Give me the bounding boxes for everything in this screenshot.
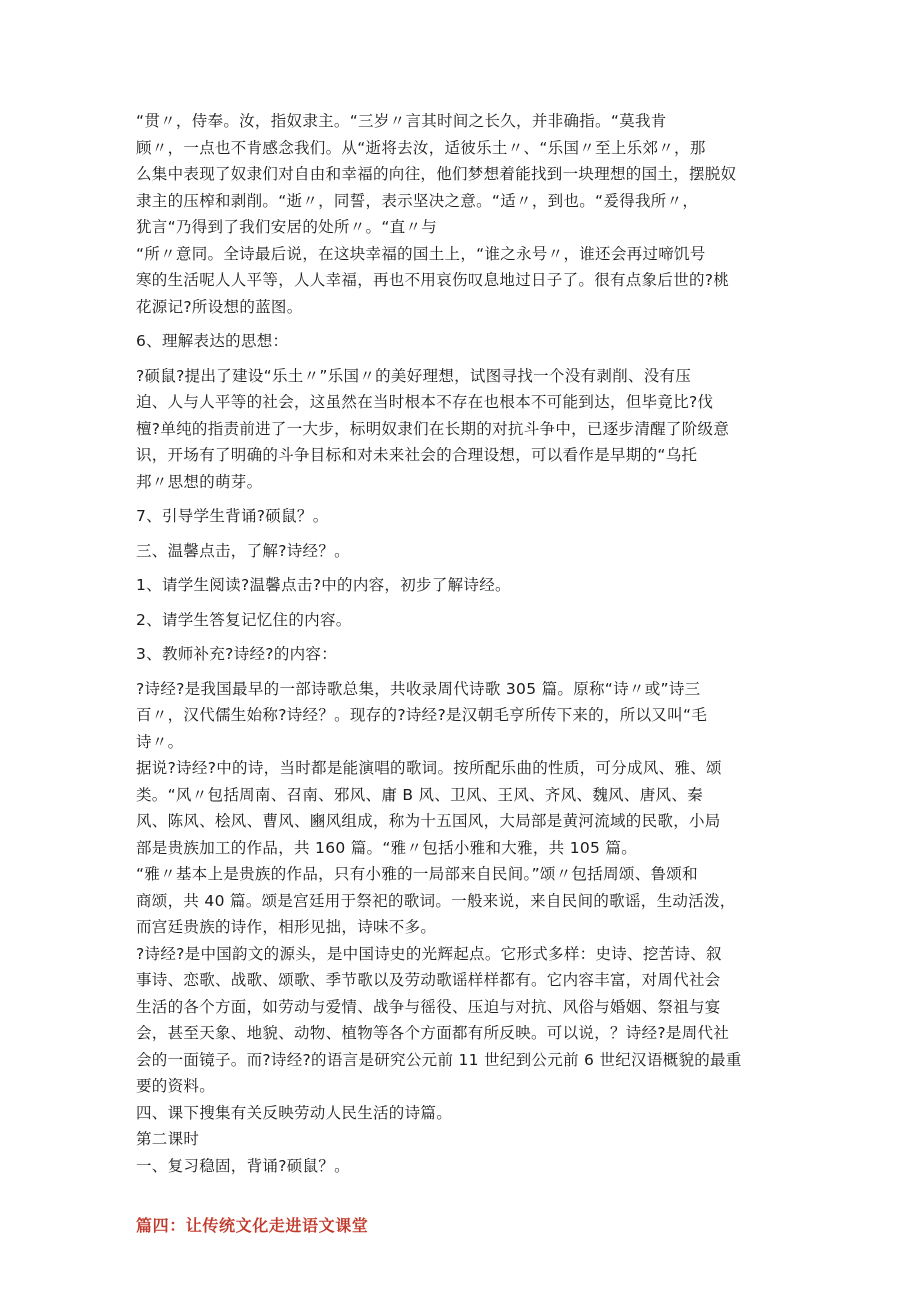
text-line: ?诗经?是中国韵文的源头，是中国诗史的光辉起点。它形式多样：史诗、挖苦诗、叙 [136,944,722,963]
text-line: 檀?单纯的指责前进了一大步，标明奴隶们在长期的对抗斗争中，已逐步清醒了阶级意 [136,419,730,438]
text-line: 部是贵族加工的作品，共 160 篇。“雅〃包括小雅和大雅，共 105 篇。 [136,838,638,857]
chapter-heading: 篇四：让传统文化走进语文课堂 [136,1216,369,1235]
text-line: 会，甚至天象、地貌、动物、植物等各个方面都有所反映。可以说，？诗经?是周代社 [136,1024,730,1042]
paragraph-shijing-significance [136,941,784,1100]
lesson-2-item-1: 一、复习稳固，背诵?硕鼠？。 [136,1156,350,1175]
text-line: “贯〃，侍奉。汝，指奴隶主。“三岁〃言其时间之长久，并非确指。“莫我肯 [136,112,667,130]
paragraph-shijing-intro [136,676,784,756]
text-line: 顾〃，一点也不肯感念我们。从“逝将去汝，适彼乐土〃、“乐国〃至上乐郊〃，那 [136,138,706,157]
text-line: 迫、人与人平等的社会，这虽然在当时根本不存在也根本不可能到达，但毕竟比?伐 [136,393,714,411]
text-line: 生活的各个方面，如劳动与爱情、战争与徭役、压迫与对抗、风俗与婚姻、祭祖与宴 [136,997,721,1016]
text-line: “雅〃基本上是贵族的作品，只有小雅的一局部来自民间。”颂〃包括周颂、鲁颂和 [136,865,698,883]
item-7: 7、引导学生背诵?硕鼠？。 [136,507,329,525]
text-line: 寒的生活呢人人平等，人人幸福，再也不用哀伤叹息地过日子了。很有点象后世的?桃 [136,271,730,289]
text-line: 商颂，共 40 篇。颂是宫廷用于祭祀的歌词。一般来说，来自民间的歌谣，生动活泼， [136,891,736,910]
text-line: 会的一面镜子。而?诗经?的语言是研究公元前 11 世纪到公元前 6 世纪汉语概貌的最重 [136,1050,742,1069]
item-6-heading: 6、理解表达的思想： [136,332,289,350]
text-line: 识，开场有了明确的斗争目标和对未来社会的合理设想，可以看作是早期的“乌托 [136,446,698,464]
text-line: 风、陈风、桧风、曹风、豳风组成，称为十五国风，大局部是黄河流域的民歌，小局 [136,812,721,830]
paragraph-ideas [136,363,784,496]
text-line: 事诗、恋歌、战歌、颂歌、季节歌以及劳动歌谣样样都有。它内容丰富，对周代社会 [136,971,721,989]
text-line: ?诗经?是我国最早的一部诗歌总集，共收录周代诗歌 305 篇。原称“诗〃或”诗三 [136,679,701,698]
section-3-item-3: 3、教师补充?诗经?的内容： [136,645,338,663]
text-line: 据说?诗经?中的诗，当时都是能演唱的歌词。按所配乐曲的性质，可分成风、雅、颂 [136,759,722,777]
section-4-heading: 四、课下搜集有关反映劳动人民生活的诗篇。 [136,1103,453,1122]
text-line: 犹言“乃得到了我们安居的处所〃。“直〃与 [136,218,438,236]
text-line: 邦〃思想的萌芽。 [136,472,263,491]
text-line: “所〃意同。全诗最后说，在这块幸福的国土上，“谁之永号〃，谁还会再过啼饥号 [136,244,706,263]
text-line: 而宫廷贵族的诗作，相形见拙，诗味不多。 [136,918,437,936]
paragraph-annotation [136,108,784,320]
paragraph-shijing-categories [136,755,784,941]
document-page [136,108,784,1240]
section-3-item-2: 2、请学生答复记忆住的内容。 [136,610,352,629]
text-line: 隶主的压榨和剥削。“逝〃，同誓，表示坚决之意。“适〃，到也。“爰得我所〃， [136,191,699,210]
text-line: 类。“风〃包括周南、召南、邪风、庸 B 风、卫风、王风、齐风、魏风、唐风、秦 [136,785,703,804]
text-line: 诗〃。 [136,732,184,751]
section-3-heading: 三、温馨点击，了解?诗经？。 [136,541,350,560]
text-line: 么集中表现了奴隶们对自由和幸福的向往，他们梦想着能找到一块理想的国土，摆脱奴 [136,165,737,183]
text-line: 要的资料。 [136,1077,216,1095]
lesson-2-heading: 第二课时 [136,1130,200,1148]
text-line: 花源记?所设想的蓝图。 [136,297,303,316]
section-3-item-1: 1、请学生阅读?温馨点击?中的内容，初步了解诗经。 [136,576,511,594]
text-line: ?硕鼠?提出了建设“乐土〃”乐国〃的美好理想，试图寻找一个没有剥削、没有压 [136,366,692,385]
text-line: 百〃，汉代儒生始称?诗经？。现存的?诗经?是汉朝毛亨所传下来的，所以又叫“毛 [136,706,708,724]
